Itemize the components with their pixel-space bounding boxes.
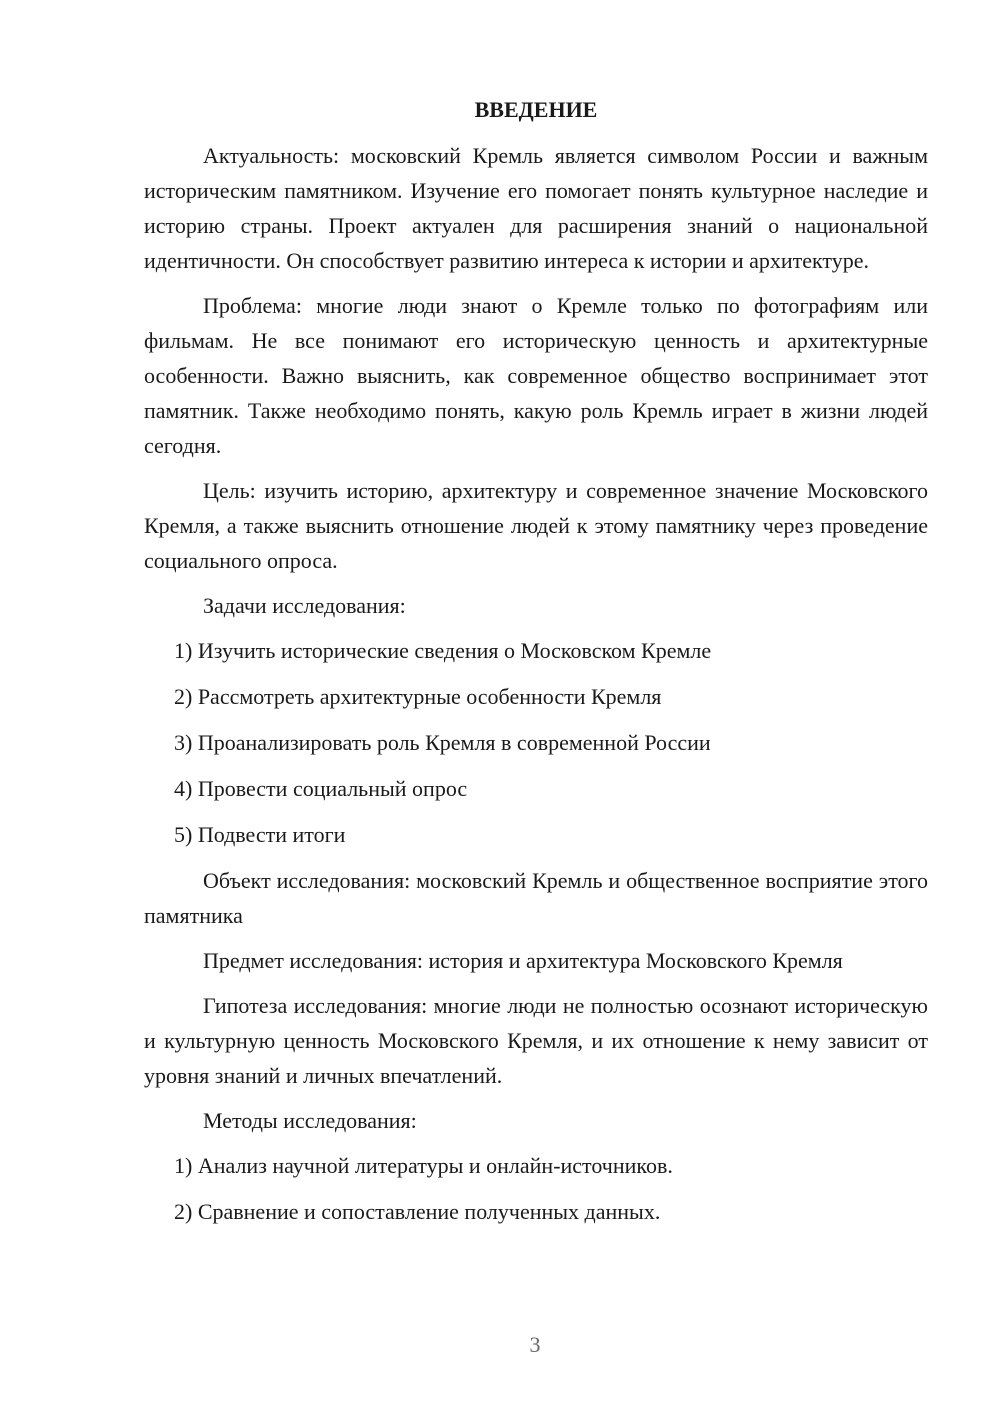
list-item: 3) Проанализировать роль Кремля в современной России — [174, 730, 711, 755]
goal-paragraph: Цель: изучить историю, архитектуру и современное значение Московского Кремля, а также выяснить отношение людей к этому памятнику через проведение социального опроса. — [144, 478, 928, 573]
page-number: 3 — [529, 1332, 541, 1357]
methods-heading: Методы исследования: — [203, 1108, 417, 1133]
hypothesis-paragraph: Гипотеза исследования: многие люди не полностью осознают историческую и культурную ценность Московского Кремля, и их отношение к нему зависит от уровня знаний и личных впечатлений. — [144, 993, 928, 1088]
section-title: ВВЕДЕНИЕ — [474, 97, 598, 122]
list-item: 4) Провести социальный опрос — [174, 776, 468, 801]
tasks-heading: Задачи исследования: — [203, 593, 406, 618]
object-paragraph: Объект исследования: московский Кремль и общественное восприятие этого памятника — [144, 868, 928, 928]
subject-paragraph: Предмет исследования: история и архитектура Московского Кремля — [203, 948, 843, 973]
methods-list — [144, 1148, 928, 1229]
problem-paragraph: Проблема: многие люди знают о Кремле только по фотографиям или фильмам. Не все понимают его историческую ценность и архитектурные особенности. Важно выяснить, как современное общество воспринимает этот памятник. Также необходимо понять, какую роль Кремль играет в жизни людей сегодня. — [144, 293, 928, 458]
tasks-list — [144, 633, 928, 852]
list-item: 1) Анализ научной литературы и онлайн-источников. — [174, 1153, 673, 1178]
document-page — [144, 92, 928, 1240]
list-item: 1) Изучить исторические сведения о Московском Кремле — [174, 638, 712, 663]
relevance-paragraph: Актуальность: московский Кремль является символом России и важным историческим памятником. Изучение его помогает понять культурное наследие и историю страны. Проект актуален для расширения знаний о национальной идентичности. Он способствует развитию интереса к истории и архитектуре. — [144, 143, 928, 273]
list-item: 2) Сравнение и сопоставление полученных данных. — [174, 1199, 661, 1224]
list-item: 5) Подвести итоги — [174, 822, 346, 847]
list-item: 2) Рассмотреть архитектурные особенности Кремля — [174, 684, 662, 709]
